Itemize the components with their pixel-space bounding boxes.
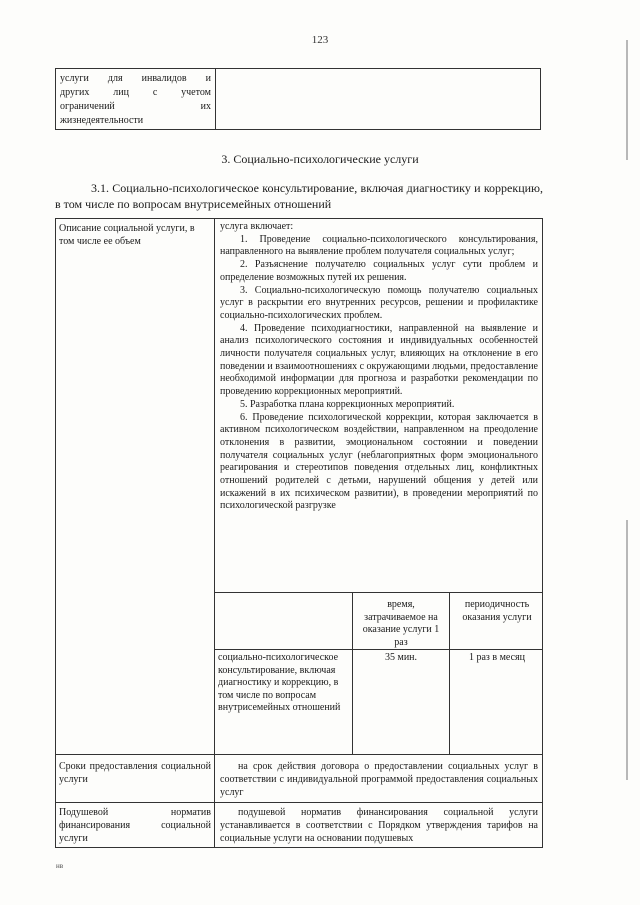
row-border xyxy=(56,754,542,755)
top-table-line: ограничений их xyxy=(60,101,211,112)
top-table-line: жизнедеятельности xyxy=(60,115,144,126)
description-item: 3. Социально-психологическую помощь получателю социальных услуг в раскрытии его внутренних ресурсов, решении и профилактике социально-психологических проблем. xyxy=(220,284,538,321)
page-number: 123 xyxy=(311,34,329,46)
top-table-fragment xyxy=(55,68,541,130)
time-header: время, затрачиваемое на оказание услуги 1 раз xyxy=(362,599,440,648)
scan-edge-mark xyxy=(626,40,628,160)
time-value: 35 мин. xyxy=(384,652,418,663)
description-item: 4. Проведение психодиагностики, направленной на выявление и анализ психологического состояния и индивидуальных особенностей личности получателя социальных услуг, влияющих на отклонение в его поведении и взаимоотношениях с окружающими людьми, предоставление необходимой информации для прогноза и разработки рекомендации по проведению коррекционных мероприятий. xyxy=(220,322,538,398)
terms-label: Сроки предоставления социальной услуги xyxy=(59,761,211,785)
norm-text: подушевой норматив финансирования социальной услуги устанавливается в соответствии с Порядком утверждения тарифов на социальные услуги на основании подушевых xyxy=(220,807,538,844)
subtable-header-border xyxy=(214,649,542,650)
subtable-top-border xyxy=(214,592,542,593)
service-table xyxy=(55,218,543,848)
subtable-divider xyxy=(352,592,353,754)
scan-edge-mark xyxy=(626,520,628,780)
footer-mark: нв xyxy=(56,862,64,870)
description-label: Описание социальной услуги, в том числе ее объем xyxy=(59,223,195,247)
row-border xyxy=(56,802,542,803)
description-text xyxy=(220,221,538,513)
description-intro: услуга включает: xyxy=(220,221,294,232)
subsection-title: 3.1. Социально-психологическое консультирование, включая диагностику и коррекцию, в том числе по вопросам внутрисемейных отношений xyxy=(55,181,543,211)
norm-label: Подушевой норматив финансирования социальной услуги xyxy=(59,807,211,844)
description-item: 5. Разработка плана коррекционных мероприятий. xyxy=(240,398,455,410)
terms-text: на срок действия договора о предоставлении социальных услуг в соответствии с индивидуальной программой предоставления социальных услуг xyxy=(220,761,538,798)
top-table-line: услуги для инвалидов и xyxy=(60,73,211,84)
description-item: 6. Проведение психологической коррекции, которая заключается в активном психологическом воздействии, направленном на преодоление отклонения в развитии, эмоциональном состоянии и поведении получателя социальных услуг (неблагоприятных форм эмоционального реагирования и стереотипов поведения отдельных лиц, конфликтных отношений родителей с детьми, нарушений общения у детей или искажений в их психическом развитии), в проведении мероприятий по психологической разгрузке xyxy=(220,411,538,512)
frequency-value: 1 раз в месяц xyxy=(468,652,525,663)
frequency-header: периодичность оказания услуги xyxy=(462,599,532,623)
top-table-left-cell xyxy=(56,69,216,129)
description-item: 2. Разъяснение получателю социальных услуг сути проблем и определение возможных путей их решения. xyxy=(220,259,538,283)
subtable-divider xyxy=(449,592,450,754)
top-table-line: других лиц с учетом xyxy=(60,87,211,98)
description-item: 1. Проведение социально-психологического консультирования, направленного на выявление проблем получателя социальных услуг; xyxy=(220,233,538,258)
section-title: 3. Социально-психологические услуги xyxy=(221,152,419,166)
service-name-cell: социально-психологическое консультирование, включая диагностику и коррекцию, в том числе по вопросам внутрисемейных отношений xyxy=(218,652,341,713)
